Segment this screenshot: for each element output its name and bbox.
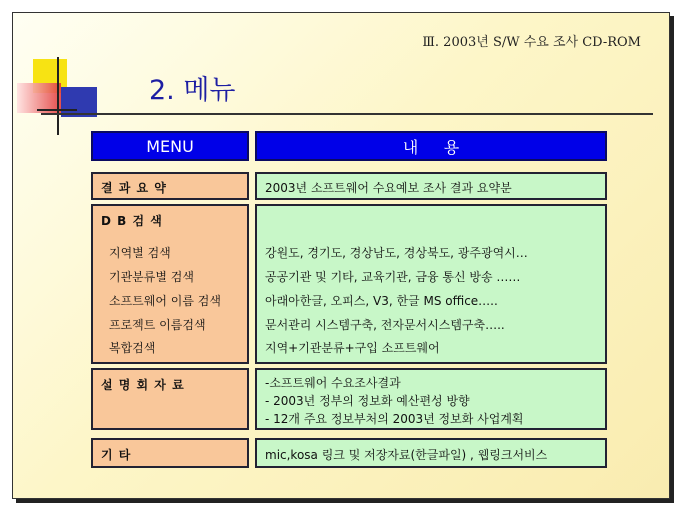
content-line: 문서관리 시스템구축, 전자문서시스템구축….. [265, 318, 505, 332]
content-line: 2003년 소프트웨어 수요예보 조사 결과 요약분 [265, 181, 512, 195]
content-line: - 12개 주요 정보부처의 2003년 정보화 사업계획 [265, 412, 524, 426]
menu-item-summary-label: 결 과 요 약 [101, 181, 167, 195]
content-briefing [255, 368, 607, 430]
content-line: 공공기관 및 기타, 교육기관, 금융 통신 방송 …… [265, 270, 521, 284]
submenu-item[interactable]: 소프트웨어 이름 검색 [109, 294, 221, 308]
content-line: 아래아한글, 오피스, V3, 한글 MS office….. [265, 294, 498, 308]
menu-header [91, 131, 249, 161]
content-line: 강원도, 경기도, 경상남도, 경상북도, 광주광역시… [265, 246, 528, 260]
menu-item-etc[interactable] [91, 438, 249, 468]
menu-item-briefing-label: 설 명 회 자 료 [101, 378, 185, 392]
content-header [255, 131, 607, 161]
submenu-item[interactable]: 복합검색 [109, 341, 156, 355]
menu-item-etc-label: 기 타 [101, 448, 132, 462]
decorative-squares-icon [27, 57, 97, 137]
content-line: mic,kosa 링크 및 저장자료(한글파일) , 웹링크서비스 [265, 448, 548, 462]
content-line: - 2003년 정부의 정보화 예산편성 방향 [265, 394, 470, 408]
page-title: 2. 메뉴 [149, 75, 236, 106]
submenu-item[interactable]: 지역별 검색 [109, 246, 171, 260]
content-db-search [255, 204, 607, 364]
menu-item-briefing[interactable] [91, 368, 249, 430]
submenu-item[interactable]: 프로젝트 이름검색 [109, 318, 206, 332]
content-etc [255, 438, 607, 468]
menu-item-db-search-label: D B 검 색 [101, 214, 163, 228]
content-line: -소프트웨어 수요조사결과 [265, 376, 401, 390]
content-summary [255, 172, 607, 200]
menu-item-summary[interactable] [91, 172, 249, 200]
menu-item-db-search[interactable] [91, 204, 249, 364]
content-line: 지역+기관분류+구입 소프트웨어 [265, 341, 440, 355]
slide [12, 12, 670, 499]
title-divider [41, 113, 653, 115]
submenu-item[interactable]: 기관분류별 검색 [109, 270, 194, 284]
header-text: Ⅲ. 2003년 S/W 수요 조사 CD-ROM [422, 35, 641, 50]
menu-header-label: MENU [146, 136, 194, 156]
content-header-label: 내 용 [402, 137, 460, 157]
